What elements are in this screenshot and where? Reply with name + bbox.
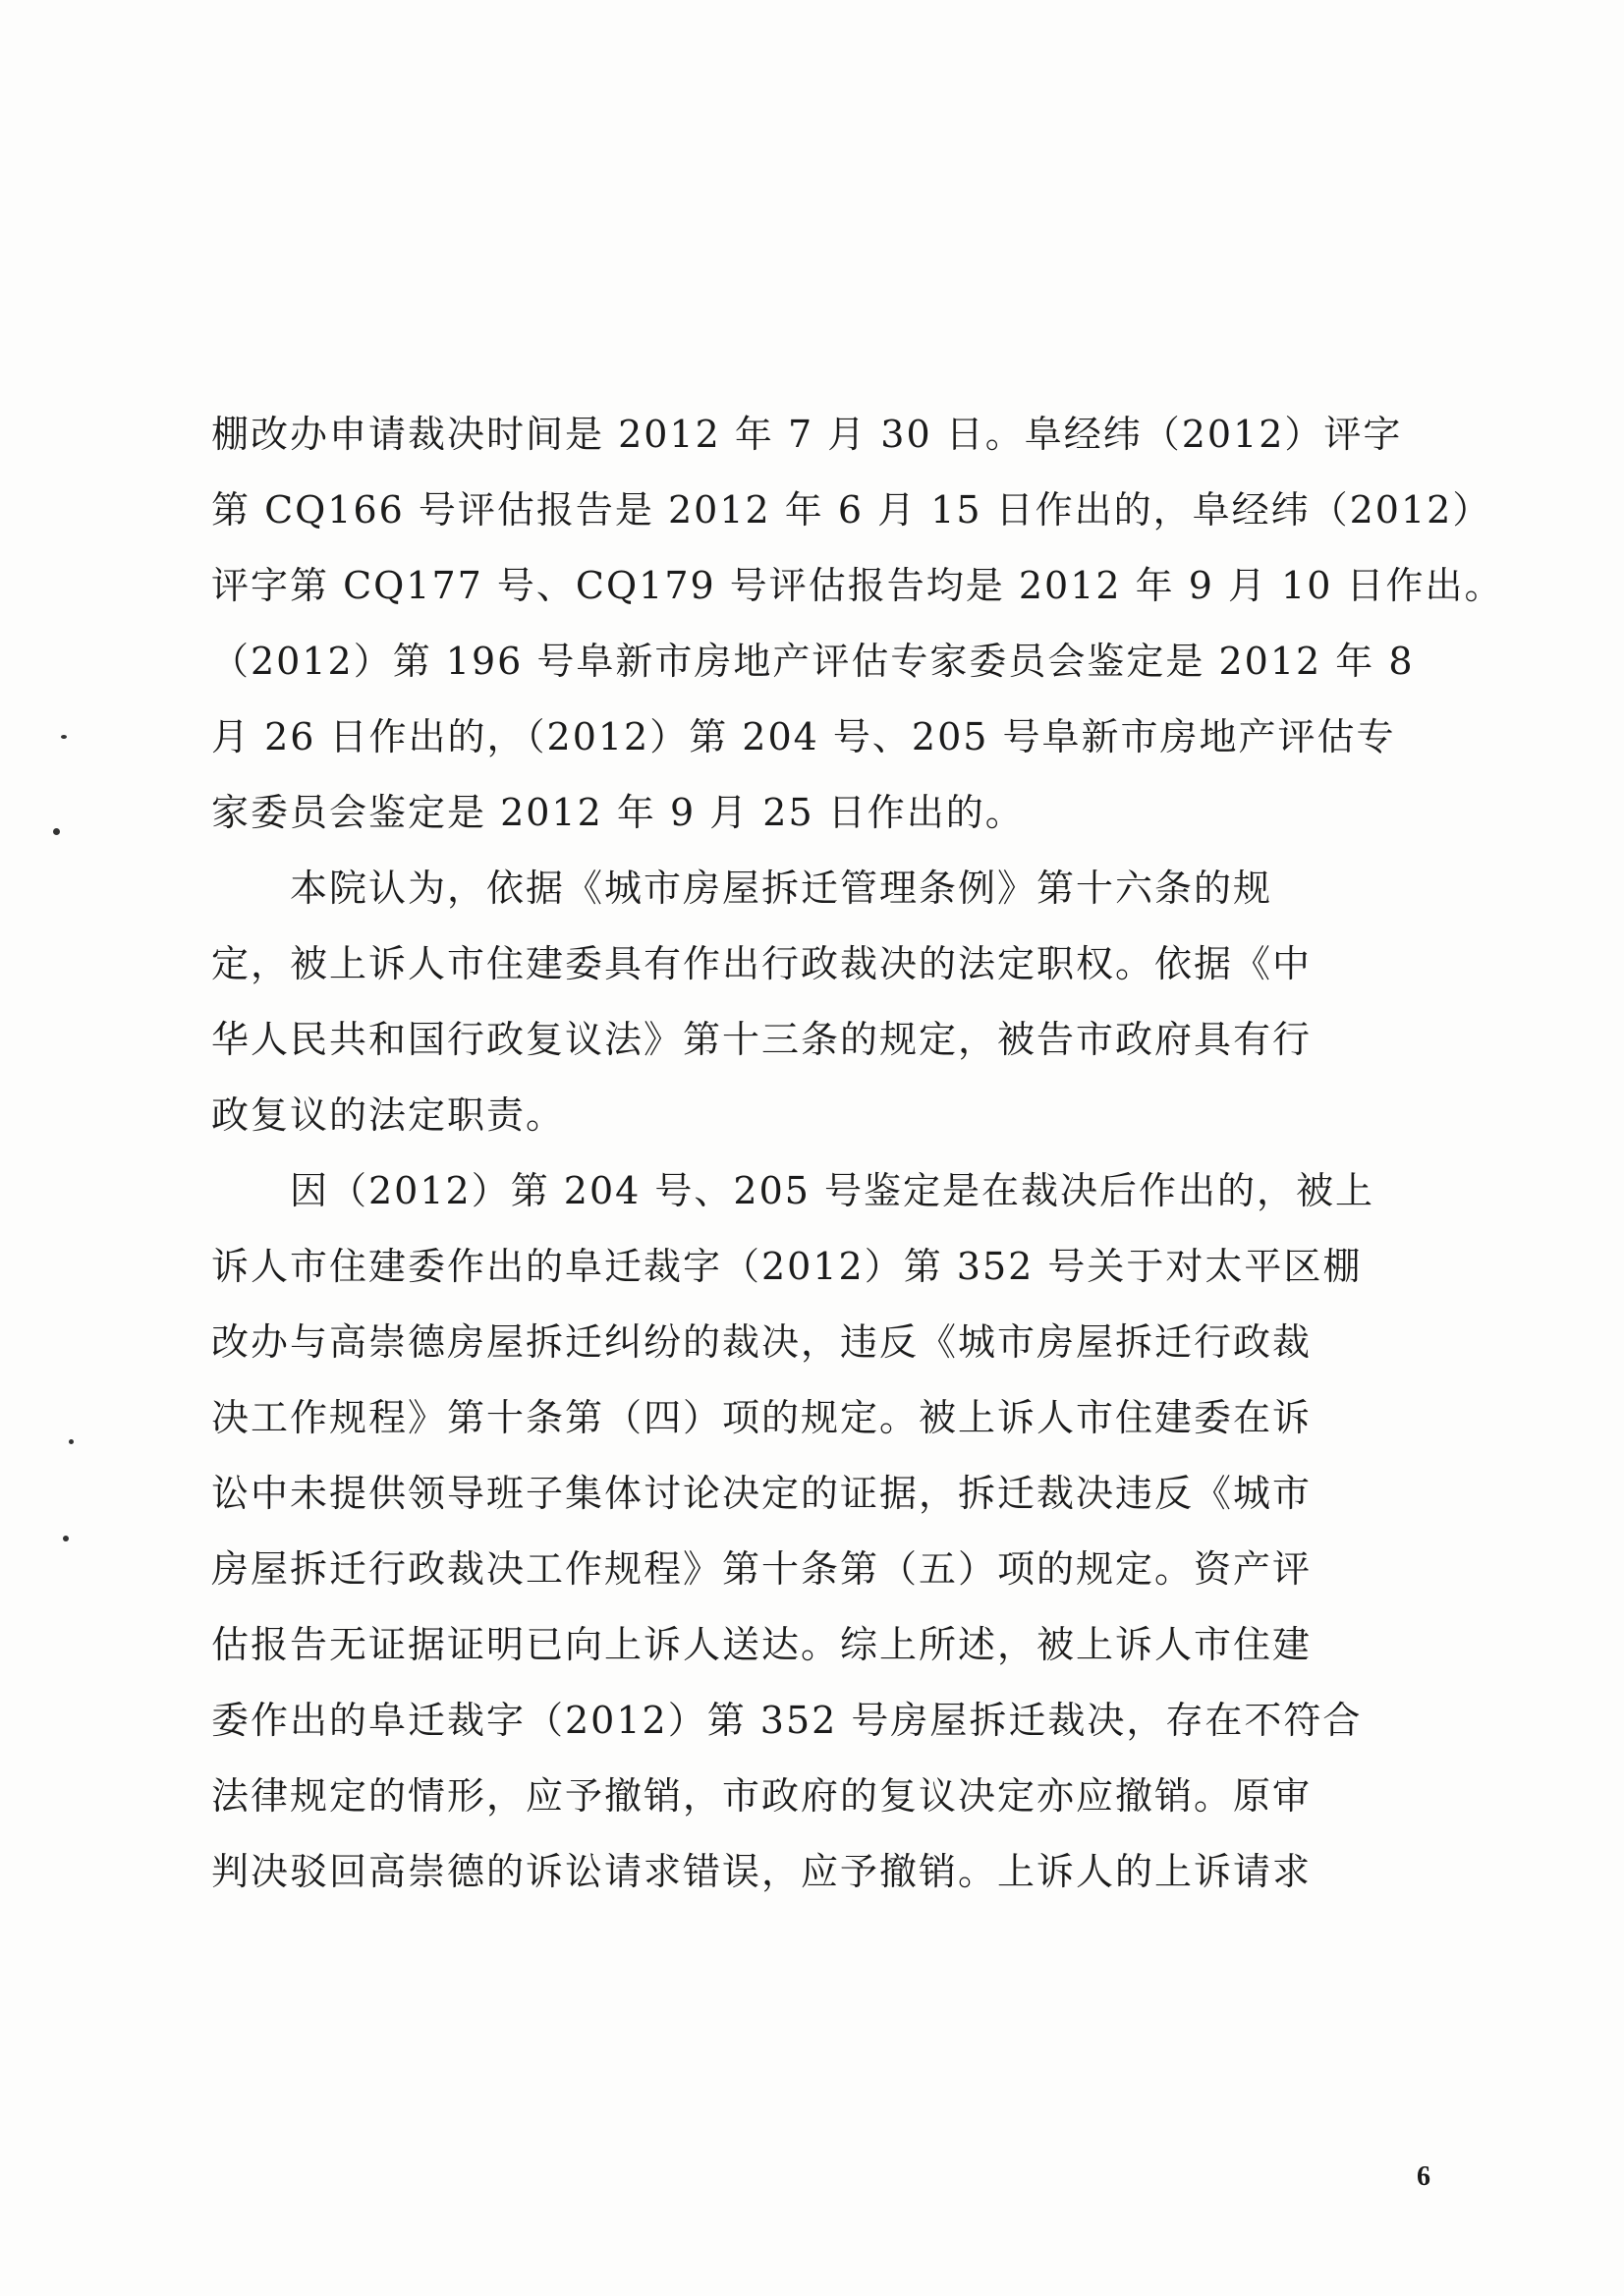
text-line: 判决驳回高崇德的诉讼请求错误，应予撤销。上诉人的上诉请求 (211, 1850, 1313, 1893)
text-line: 本院认为，依据《城市房屋拆迁管理条例》第十六条的规 (211, 867, 1273, 910)
text-line: 因（2012）第 204 号、205 号鉴定是在裁决后作出的，被上 (211, 1169, 1375, 1212)
text-line: 决工作规程》第十条第（四）项的规定。被上诉人市住建委在诉 (211, 1396, 1313, 1439)
text-line: 政复议的法定职责。 (211, 1093, 566, 1137)
text-line: 改办与高崇德房屋拆迁纠纷的裁决，违反《城市房屋拆迁行政裁 (211, 1320, 1313, 1364)
text-line: 家委员会鉴定是 2012 年 9 月 25 日作出的。 (211, 791, 1025, 834)
text-line: 委作出的阜迁裁字（2012）第 352 号房屋拆迁裁决，存在不符合 (211, 1699, 1363, 1742)
text-line: 第 CQ166 号评估报告是 2012 年 6 月 15 日作出的，阜经纬（2012） (211, 488, 1492, 532)
text-line: 华人民共和国行政复议法》第十三条的规定，被告市政府具有行 (211, 1018, 1313, 1061)
text-line: 法律规定的情形，应予撤销，市政府的复议决定亦应撤销。原审 (211, 1774, 1313, 1818)
text-line: （2012）第 196 号阜新市房地产评估专家委员会鉴定是 2012 年 8 (211, 640, 1415, 683)
scan-speck (53, 828, 60, 835)
body-text (211, 397, 1504, 1910)
text-line: 讼中未提供领导班子集体讨论决定的证据，拆迁裁决违反《城市 (211, 1472, 1313, 1515)
scan-speck (69, 1439, 74, 1444)
scan-speck (63, 1536, 69, 1541)
text-line: 房屋拆迁行政裁决工作规程》第十条第（五）项的规定。资产评 (211, 1547, 1313, 1591)
text-line: 月 26 日作出的，（2012）第 204 号、205 号阜新市房地产评估专 (211, 715, 1396, 758)
text-line: 定，被上诉人市住建委具有作出行政裁决的法定职权。依据《中 (211, 942, 1313, 985)
scan-speck (61, 735, 67, 739)
text-line: 估报告无证据证明已向上诉人送达。综上所述，被上诉人市住建 (211, 1623, 1313, 1666)
text-line: 诉人市住建委作出的阜迁裁字（2012）第 352 号关于对太平区棚 (211, 1245, 1363, 1288)
text-line: 棚改办申请裁决时间是 2012 年 7 月 30 日。阜经纬（2012）评字 (211, 413, 1403, 456)
text-line: 评字第 CQ177 号、CQ179 号评估报告均是 2012 年 9 月 10 日作出。 (211, 564, 1504, 607)
page-number: 6 (1417, 2161, 1430, 2192)
